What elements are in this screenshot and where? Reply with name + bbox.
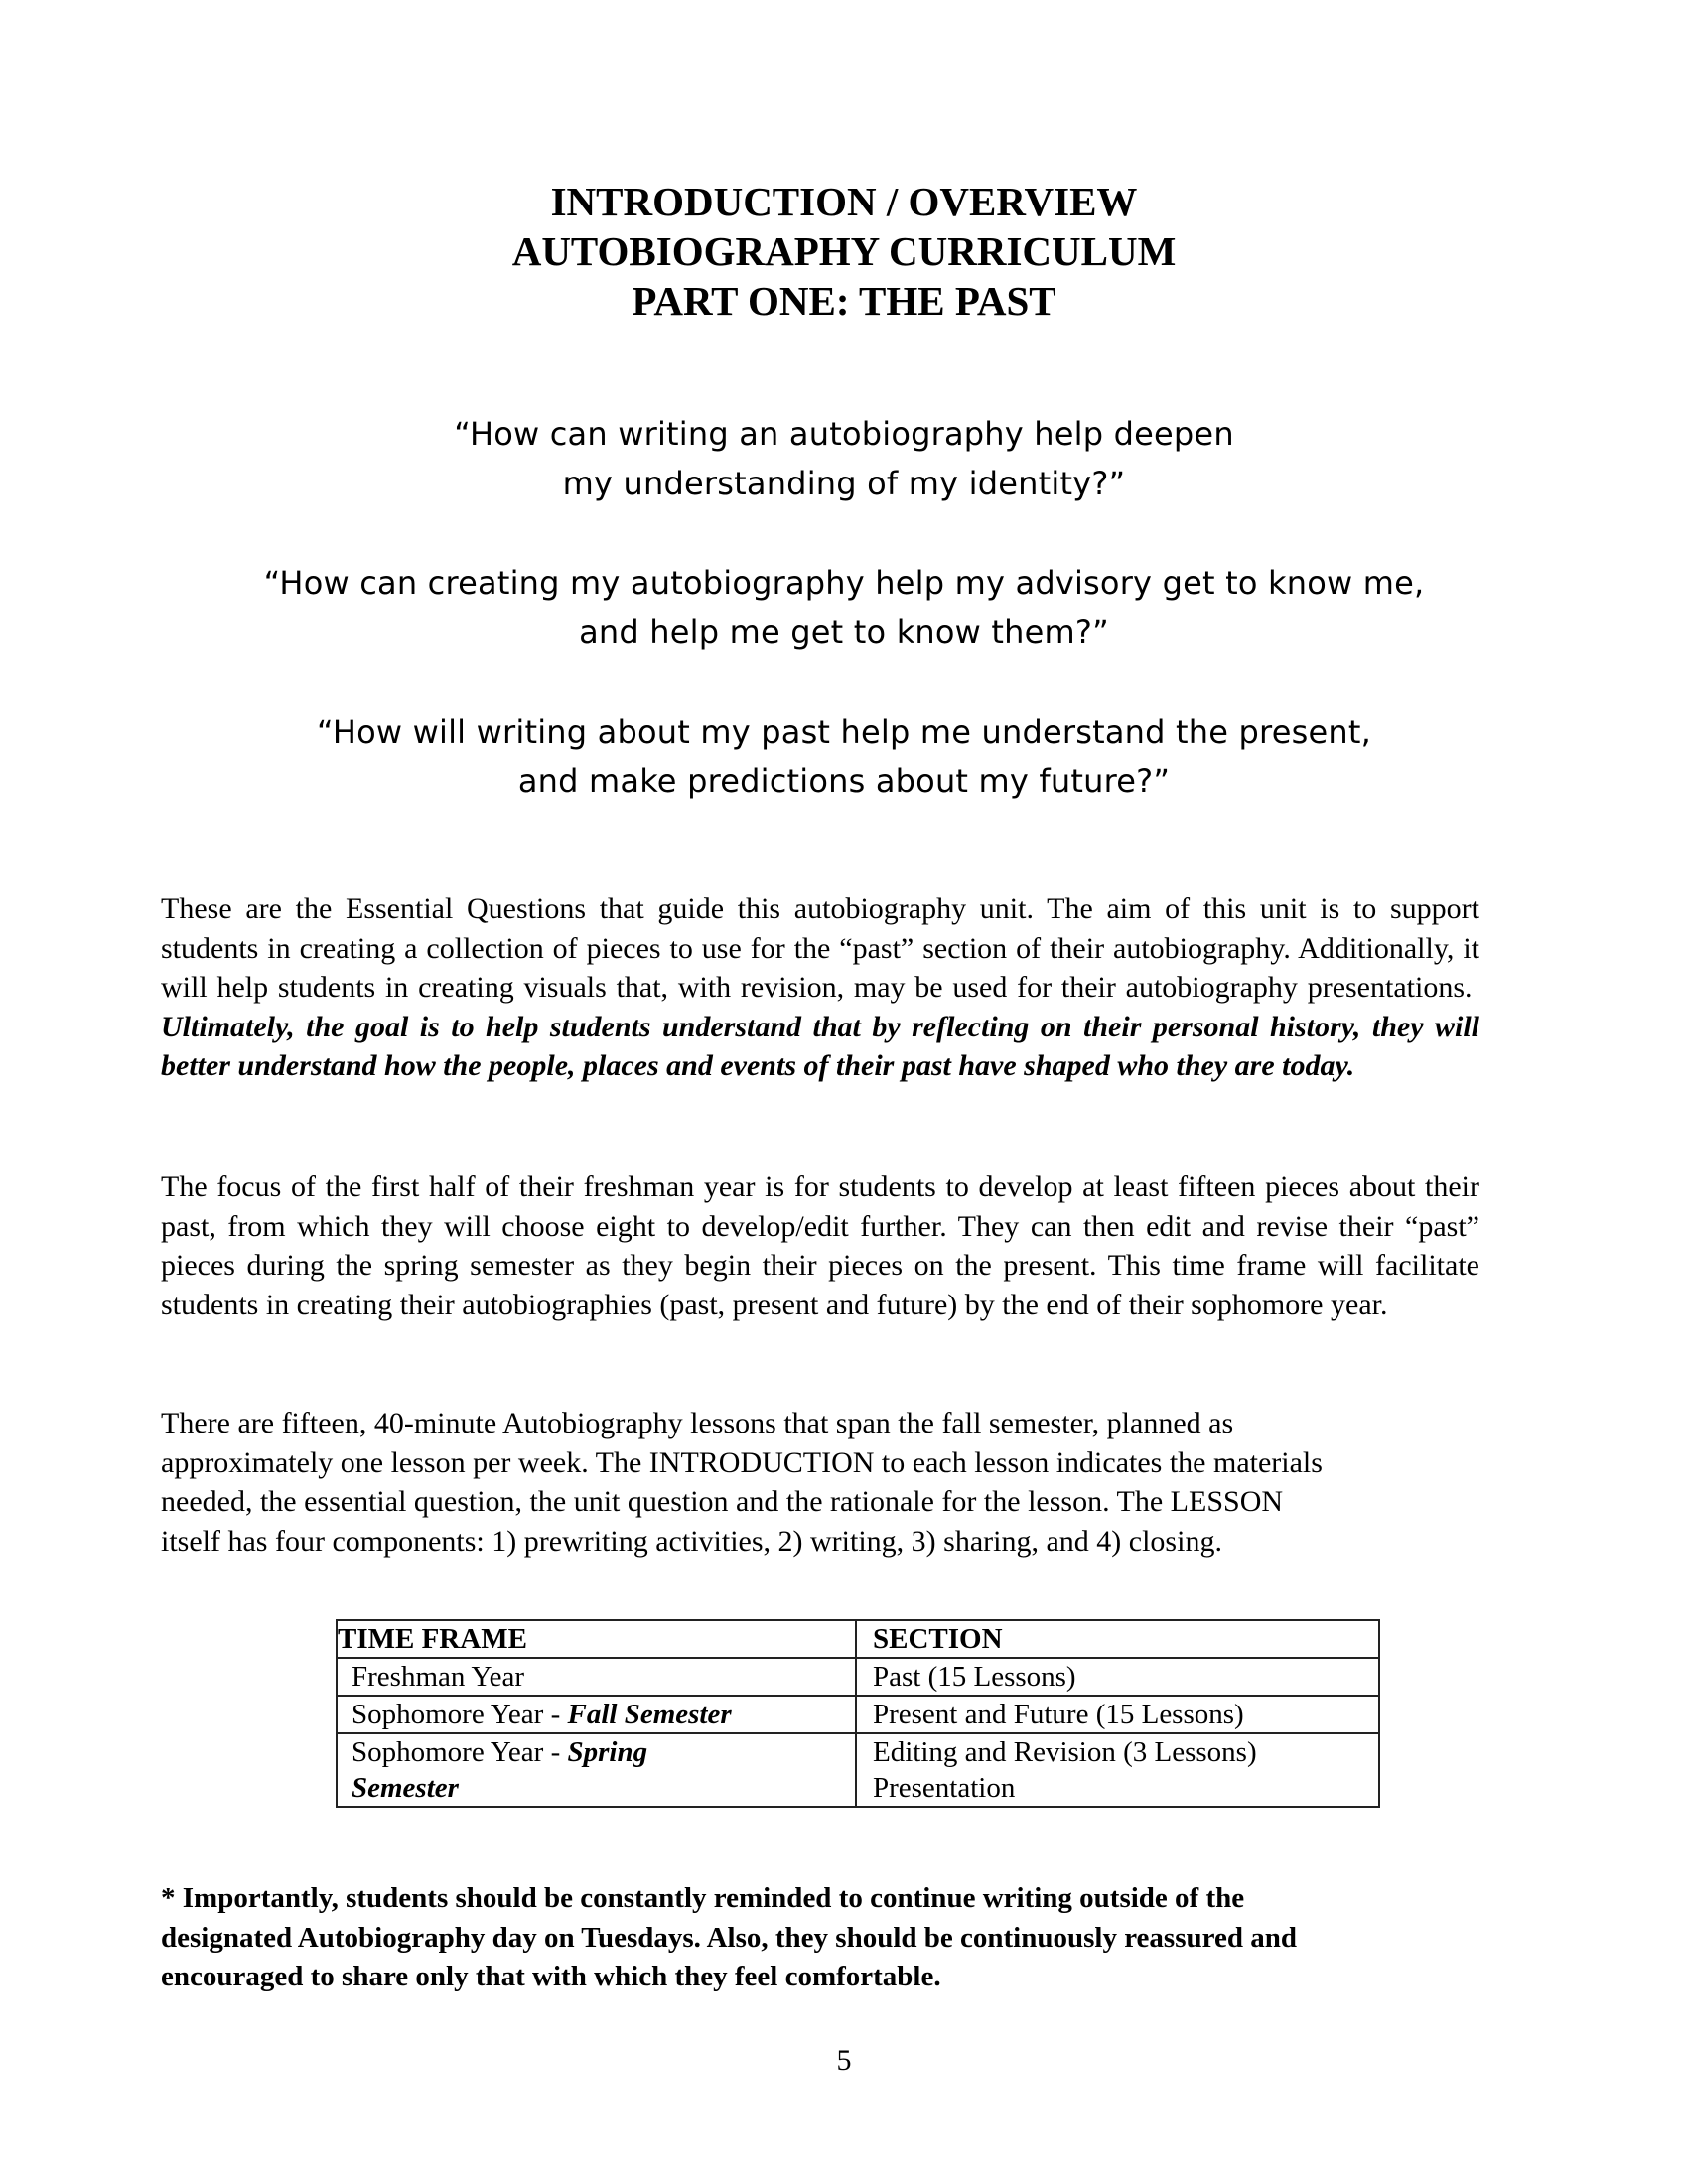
title-line-3: PART ONE: THE PAST (632, 278, 1056, 324)
important-note (161, 1879, 1481, 1997)
table-header-row (337, 1620, 1379, 1658)
time-frame-cell (337, 1733, 856, 1807)
schedule-table (336, 1619, 1380, 1808)
focus-paragraph-text: The focus of the first half of their freshman year is for students to develop at least fifteen pieces about their past, from which they will choose eight to develop/edit further. They can then edit and revise their “past” pieces during the spring semester as they begin their pieces on the present. This time frame will facilitate students in creating their autobiographies (past, present and future) by the end of their sophomore year. (161, 1170, 1479, 1321)
note-line: * Importantly, students should be constantly reminded to continue writing outside of the (161, 1882, 1245, 1914)
note-line: encouraged to share only that with which they feel comfortable. (161, 1961, 941, 1992)
lessons-paragraph (161, 1404, 1479, 1561)
goal-statement: Ultimately, the goal is to help students understand that by reflecting on their personal history, they will better understand how the people, places and events of their past have shaped who they are today. (161, 1010, 1479, 1082)
question-line: “How can writing an autobiography help deepen (454, 415, 1234, 453)
section-text: Editing and Revision (3 Lessons) (872, 1736, 1257, 1768)
question-line: “How will writing about my past help me understand the present, (317, 713, 1371, 751)
table-row (337, 1733, 1379, 1807)
section-cell (856, 1696, 1379, 1733)
time-frame-cell (337, 1696, 856, 1733)
essential-question-3 (0, 707, 1688, 806)
lessons-line: needed, the essential question, the unit question and the rationale for the lesson. The LESSON (161, 1485, 1284, 1518)
semester-label: Spring (567, 1736, 648, 1768)
lessons-line: There are fifteen, 40-minute Autobiography lessons that span the fall semester, planned as (161, 1407, 1234, 1439)
title-line-2: AUTOBIOGRAPHY CURRICULUM (511, 228, 1177, 274)
time-frame-text: Freshman Year (352, 1661, 524, 1693)
essential-questions (0, 409, 1688, 806)
essential-question-1 (0, 409, 1688, 508)
question-line: and make predictions about my future?” (517, 762, 1171, 800)
page-title (0, 177, 1688, 326)
header-time-frame: TIME FRAME (337, 1620, 856, 1658)
time-frame-cell (337, 1658, 856, 1696)
lessons-line: approximately one lesson per week. The INTRODUCTION to each lesson indicates the materials (161, 1445, 1323, 1479)
section-cell (856, 1733, 1379, 1807)
focus-paragraph (161, 1167, 1479, 1324)
question-line: my understanding of my identity?” (562, 465, 1126, 502)
question-line: and help me get to know them?” (579, 614, 1109, 651)
title-line-1: INTRODUCTION / OVERVIEW (550, 179, 1138, 224)
semester-label-line-2: Semester (352, 1772, 459, 1804)
table-row (337, 1696, 1379, 1733)
time-frame-text: Sophomore Year - (352, 1736, 568, 1768)
section-cell (856, 1658, 1379, 1696)
section-text: Present and Future (15 Lessons) (872, 1699, 1244, 1730)
table-row (337, 1658, 1379, 1696)
page-number: 5 (836, 2044, 852, 2077)
intro-paragraph (161, 889, 1479, 1086)
note-line: designated Autobiography day on Tuesdays. Also, they should be continuously reassured and (161, 1921, 1297, 1954)
time-frame-text: Sophomore Year - (352, 1699, 568, 1730)
time-frame-line (352, 1734, 855, 1770)
section-text: Past (15 Lessons) (872, 1661, 1076, 1693)
question-line: “How can creating my autobiography help my advisory get to know me, (263, 564, 1425, 602)
header-section: SECTION (856, 1620, 1379, 1658)
intro-paragraph-text: These are the Essential Questions that guide this autobiography unit. The aim of this unit is to support students in creating a collection of pieces to use for the “past” section of their autobiography. Additionally, it will help students in creating visuals that, with revision, may be used for their autobiography presentations. (161, 892, 1479, 1004)
semester-label: Fall Semester (567, 1699, 732, 1730)
section-text: Presentation (872, 1772, 1016, 1804)
lessons-line: itself has four components: 1) prewriting activities, 2) writing, 3) sharing, and 4) closing. (161, 1524, 1222, 1558)
essential-question-2 (0, 558, 1688, 657)
